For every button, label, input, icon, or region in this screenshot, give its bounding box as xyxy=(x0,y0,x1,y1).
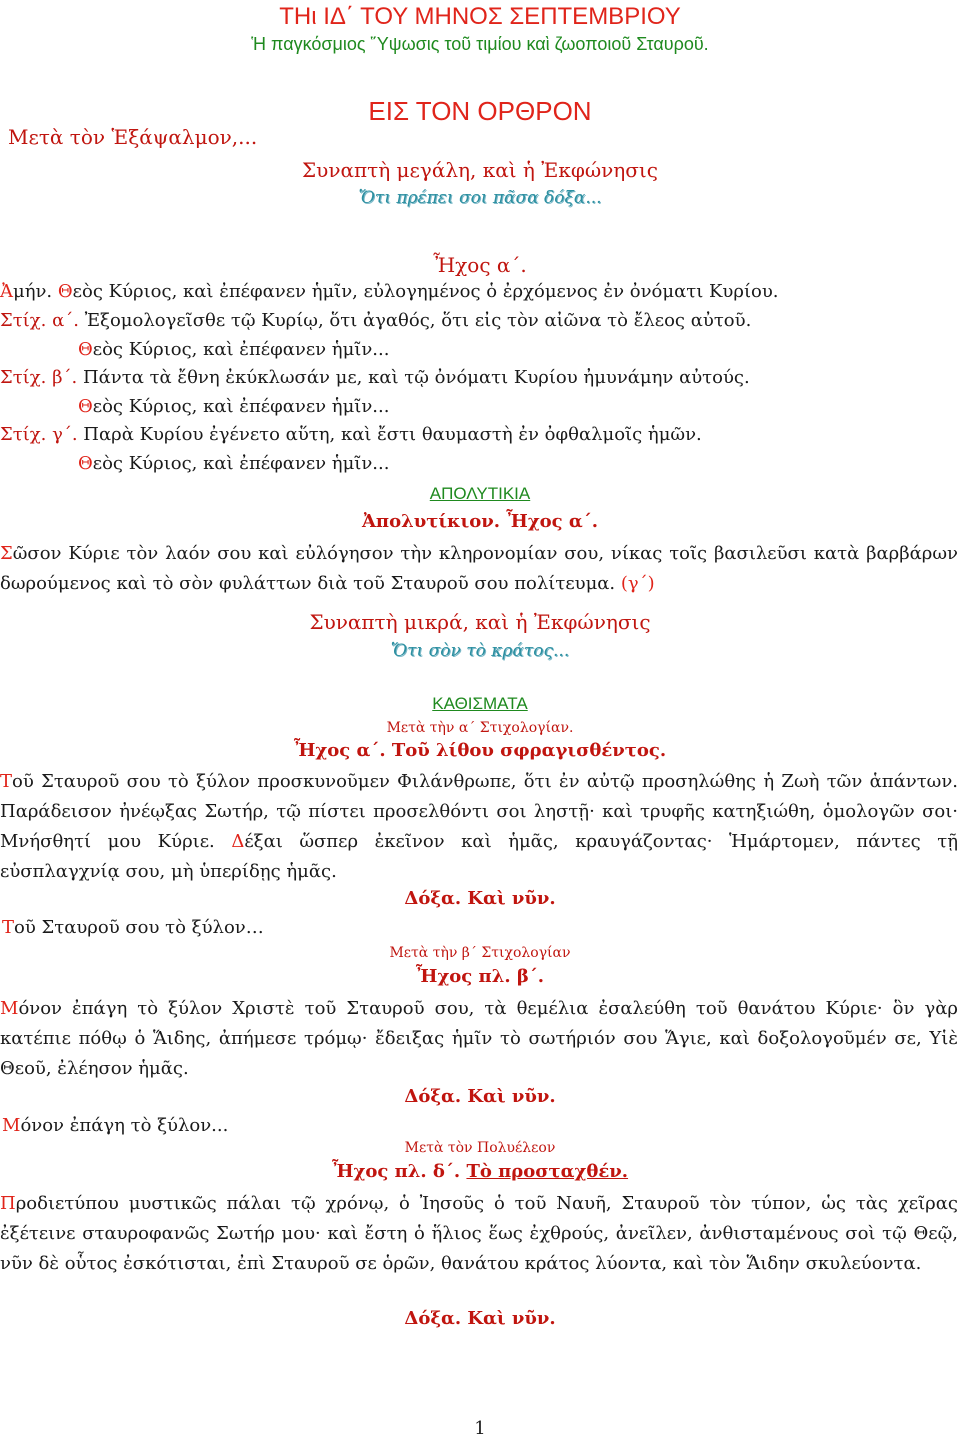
hymn-text: ροδιετύπου μυστικῶς πάλαι τῷ χρόνῳ, ὁ Ἰησοῦς ὁ τοῦ Ναυῆ, Σταυροῦ τὸν τύπον, ὡς τὰς χεῖρας ἐξέτεινε σταυροφανῶς Σωτήρ μου· καὶ ἔστη ὁ ἥλιος ἕως ἐχθρούς, ἀνεῖλεν, ἀνθισταμένους σοὶ τῷ Θεῷ, νῦν δὲ οὗτος ἐσκότισται, ἐπὶ Σταυροῦ σε ὁρῶν, θανάτου κράτος λύοντα, καὶ τὸν Ἅιδην σκυλεύοντα. xyxy=(0,1193,958,1274)
hymn-text: οῦ Σταυροῦ σου τὸ ξύλον προσκυνοῦμεν Φιλάνθρωπε, ὅτι ἐν αὐτῷ προσηλώθης ἡ Ζωὴ τῶν ἁπάντων. Παράδεισον ἠνέῳξας Σωτήρ, τῷ πίστει προσελθόντι σοι ληστῇ· καὶ τρυφῆς κατηξιώθη, ὁμολογῶν σοι· Μνήσθητί μου Κύριε. xyxy=(0,771,958,852)
refrain-text: εὸς Κύριος, καὶ ἐπέφανεν ἡμῖν... xyxy=(92,396,390,417)
refrain-2 xyxy=(0,396,960,417)
refrain-initial: Θ xyxy=(78,453,93,474)
verse-text: Ἐξομολογεῖσθε τῷ Κυρίῳ, ὅτι ἀγαθός, ὅτι εἰς τὸν αἰῶνα τὸ ἔλεος αὐτοῦ. xyxy=(78,310,752,331)
repeat-text: όνον ἐπάγη τὸ ξύλον... xyxy=(20,1115,229,1136)
small-litany: Συναπτὴ μικρά, καὶ ἡ Ἐκφώνησις xyxy=(309,610,651,634)
verse-1 xyxy=(0,310,960,331)
verse-2 xyxy=(0,367,960,388)
hymn-inner-initial: Δ xyxy=(231,831,245,852)
after-first-stichology: Μετὰ τὴν α΄ Στιχολογίαν. xyxy=(386,720,574,736)
refrain-initial: Θ xyxy=(78,339,93,360)
service-title: ΕΙΣ ΤΟΝ ΟΡΘΡΟΝ xyxy=(368,96,592,126)
hymn-initial: Π xyxy=(0,1193,16,1214)
kathisma-tone-2: Ἦχος πλ. β΄. xyxy=(415,966,545,987)
repeat-text: οῦ Σταυροῦ σου τὸ ξύλον… xyxy=(14,917,264,938)
page-number: 1 xyxy=(474,1418,486,1439)
hymn-text: όνον ἐπάγη τὸ ξύλον Χριστὲ τοῦ Σταυροῦ σου, τὰ θεμέλια ἐσαλεύθη τοῦ θανάτου Κύριε· ὃν γὰρ κατέπιε πόθῳ ὁ Ἅιδης, ἀπήμεσε τρόμῳ· ἔδειξας ἡμῖν τὸ σωτήριόν σου Ἅγιε, καὶ δοξολογοῦμέν σε, Υἱὲ Θεοῦ, ἐλέησον ἡμᾶς. xyxy=(0,998,958,1079)
after-second-stichology: Μετὰ τὴν β΄ Στιχολογίαν xyxy=(389,945,571,961)
apolytikia-heading-text: ΑΠΟΛΥΤΙΚΙΑ xyxy=(429,484,531,503)
theos-kyrios-line xyxy=(0,281,960,302)
hymn-initial: Σ xyxy=(0,543,13,564)
verse-label: Στίχ. γ΄. xyxy=(0,424,78,445)
theos-kyrios-text: εὸς Κύριος, καὶ ἐπέφανεν ἡμῖν, εὐλογημένος ὁ ἐρχόμενος ἐν ὀνόματι Κυρίου. xyxy=(72,281,779,302)
repeat-initial: Τ xyxy=(2,917,15,938)
after-polyeleos: Μετὰ τὸν Πολυέλεον xyxy=(404,1140,556,1156)
refrain-initial: Θ xyxy=(78,396,93,417)
kathismata-heading xyxy=(0,694,960,714)
great-litany: Συναπτὴ μεγάλη, καὶ ἡ Ἐκφώνησις xyxy=(302,158,658,182)
hymn-text: ῶσον Κύριε τὸν λαόν σου καὶ εὐλόγησον τὴν κληρονομίαν σου, νίκας τοῖς βασιλεῦσι κατὰ βαρβάρων δωρούμενος καὶ τὸ σὸν φυλάττων διὰ τοῦ Σταυροῦ σου πολίτευμα. xyxy=(0,543,958,594)
kathisma-tone-1: Ἦχος α΄. Τοῦ λίθου σφραγισθέντος. xyxy=(293,740,667,761)
feast-title: Ἡ παγκόσμιος Ὕψωσις τοῦ τιμίου καὶ ζωοποιοῦ Σταυροῦ. xyxy=(251,34,709,54)
kathisma-hymn-1 xyxy=(0,767,958,887)
hymn-initial: Τ xyxy=(0,771,13,792)
apolytikion-hymn xyxy=(0,539,958,599)
doxa-kai-nyn-1: Δόξα. Καὶ νῦν. xyxy=(404,888,556,909)
amen-text: μήν. xyxy=(13,281,53,302)
day-title: ΤΗι ΙΔ΄ ΤΟΥ ΜΗΝΟΣ ΣΕΠΤΕΜΒΡΙΟΥ xyxy=(279,3,681,30)
tone3-prefix: Ἦχος πλ. δ΄. xyxy=(331,1161,467,1182)
doxa-kai-nyn-3: Δόξα. Καὶ νῦν. xyxy=(404,1308,556,1329)
refrain-3 xyxy=(0,453,960,474)
refrain-text: εὸς Κύριος, καὶ ἐπέφανεν ἡμῖν... xyxy=(92,453,390,474)
verse-label: Στίχ. α΄. xyxy=(0,310,79,331)
repeat-hymn-2 xyxy=(2,1115,960,1136)
verse-text: Πάντα τὰ ἔθνη ἐκύκλωσάν με, καὶ τῷ ὀνόματι Κυρίου ἠμυνάμην αὐτούς. xyxy=(77,367,750,388)
kathisma-hymn-3 xyxy=(0,1189,958,1279)
repeat-hymn-1 xyxy=(2,917,960,938)
verse-3 xyxy=(0,424,960,445)
hymn-initial: Μ xyxy=(0,998,19,1019)
kathisma-hymn-2 xyxy=(0,994,958,1084)
after-hexapsalm: Μετὰ τὸν Ἑξάψαλμον,... xyxy=(8,125,258,149)
small-litany-exclamation: Ὅτι σὸν τὸ κράτος... xyxy=(390,641,570,661)
refrain-1 xyxy=(0,339,960,360)
refrain-text: εὸς Κύριος, καὶ ἐπέφανεν ἡμῖν... xyxy=(92,339,390,360)
repeat-marker: (γ΄) xyxy=(620,573,655,594)
amen-initial: Ἀ xyxy=(0,281,13,302)
apolytikion-subheading: Ἀπολυτίκιον. Ἦχος α΄. xyxy=(361,511,599,532)
repeat-initial: Μ xyxy=(2,1115,21,1136)
kathisma-tone-3 xyxy=(0,1161,960,1182)
doxa-kai-nyn-2: Δόξα. Καὶ νῦν. xyxy=(404,1086,556,1107)
litany-exclamation: Ὅτι πρέπει σοι πᾶσα δόξα... xyxy=(358,188,602,208)
tone3-model: Τὸ προσταχθέν. xyxy=(466,1161,629,1182)
apolytikia-heading xyxy=(0,484,960,504)
theos-initial: Θ xyxy=(57,281,73,302)
kathismata-heading-text: ΚΑΘΙΣΜΑΤΑ xyxy=(432,694,528,713)
verse-text: Παρὰ Κυρίου ἐγένετο αὕτη, καὶ ἔστι θαυμαστὴ ἐν ὀφθαλμοῖς ἡμῶν. xyxy=(77,424,702,445)
hymn-text-end: έξαι ὥσπερ ἐκεῖνον καὶ ἡμᾶς, κραυγάζοντας· Ἡμάρτομεν, πάντες τῇ εὐσπλαγχνίᾳ σου, μὴ ὑπερίδῃς ἡμᾶς. xyxy=(0,831,958,882)
tone-label: Ἦχος α΄. xyxy=(433,253,527,277)
verse-label: Στίχ. β΄. xyxy=(0,367,78,388)
